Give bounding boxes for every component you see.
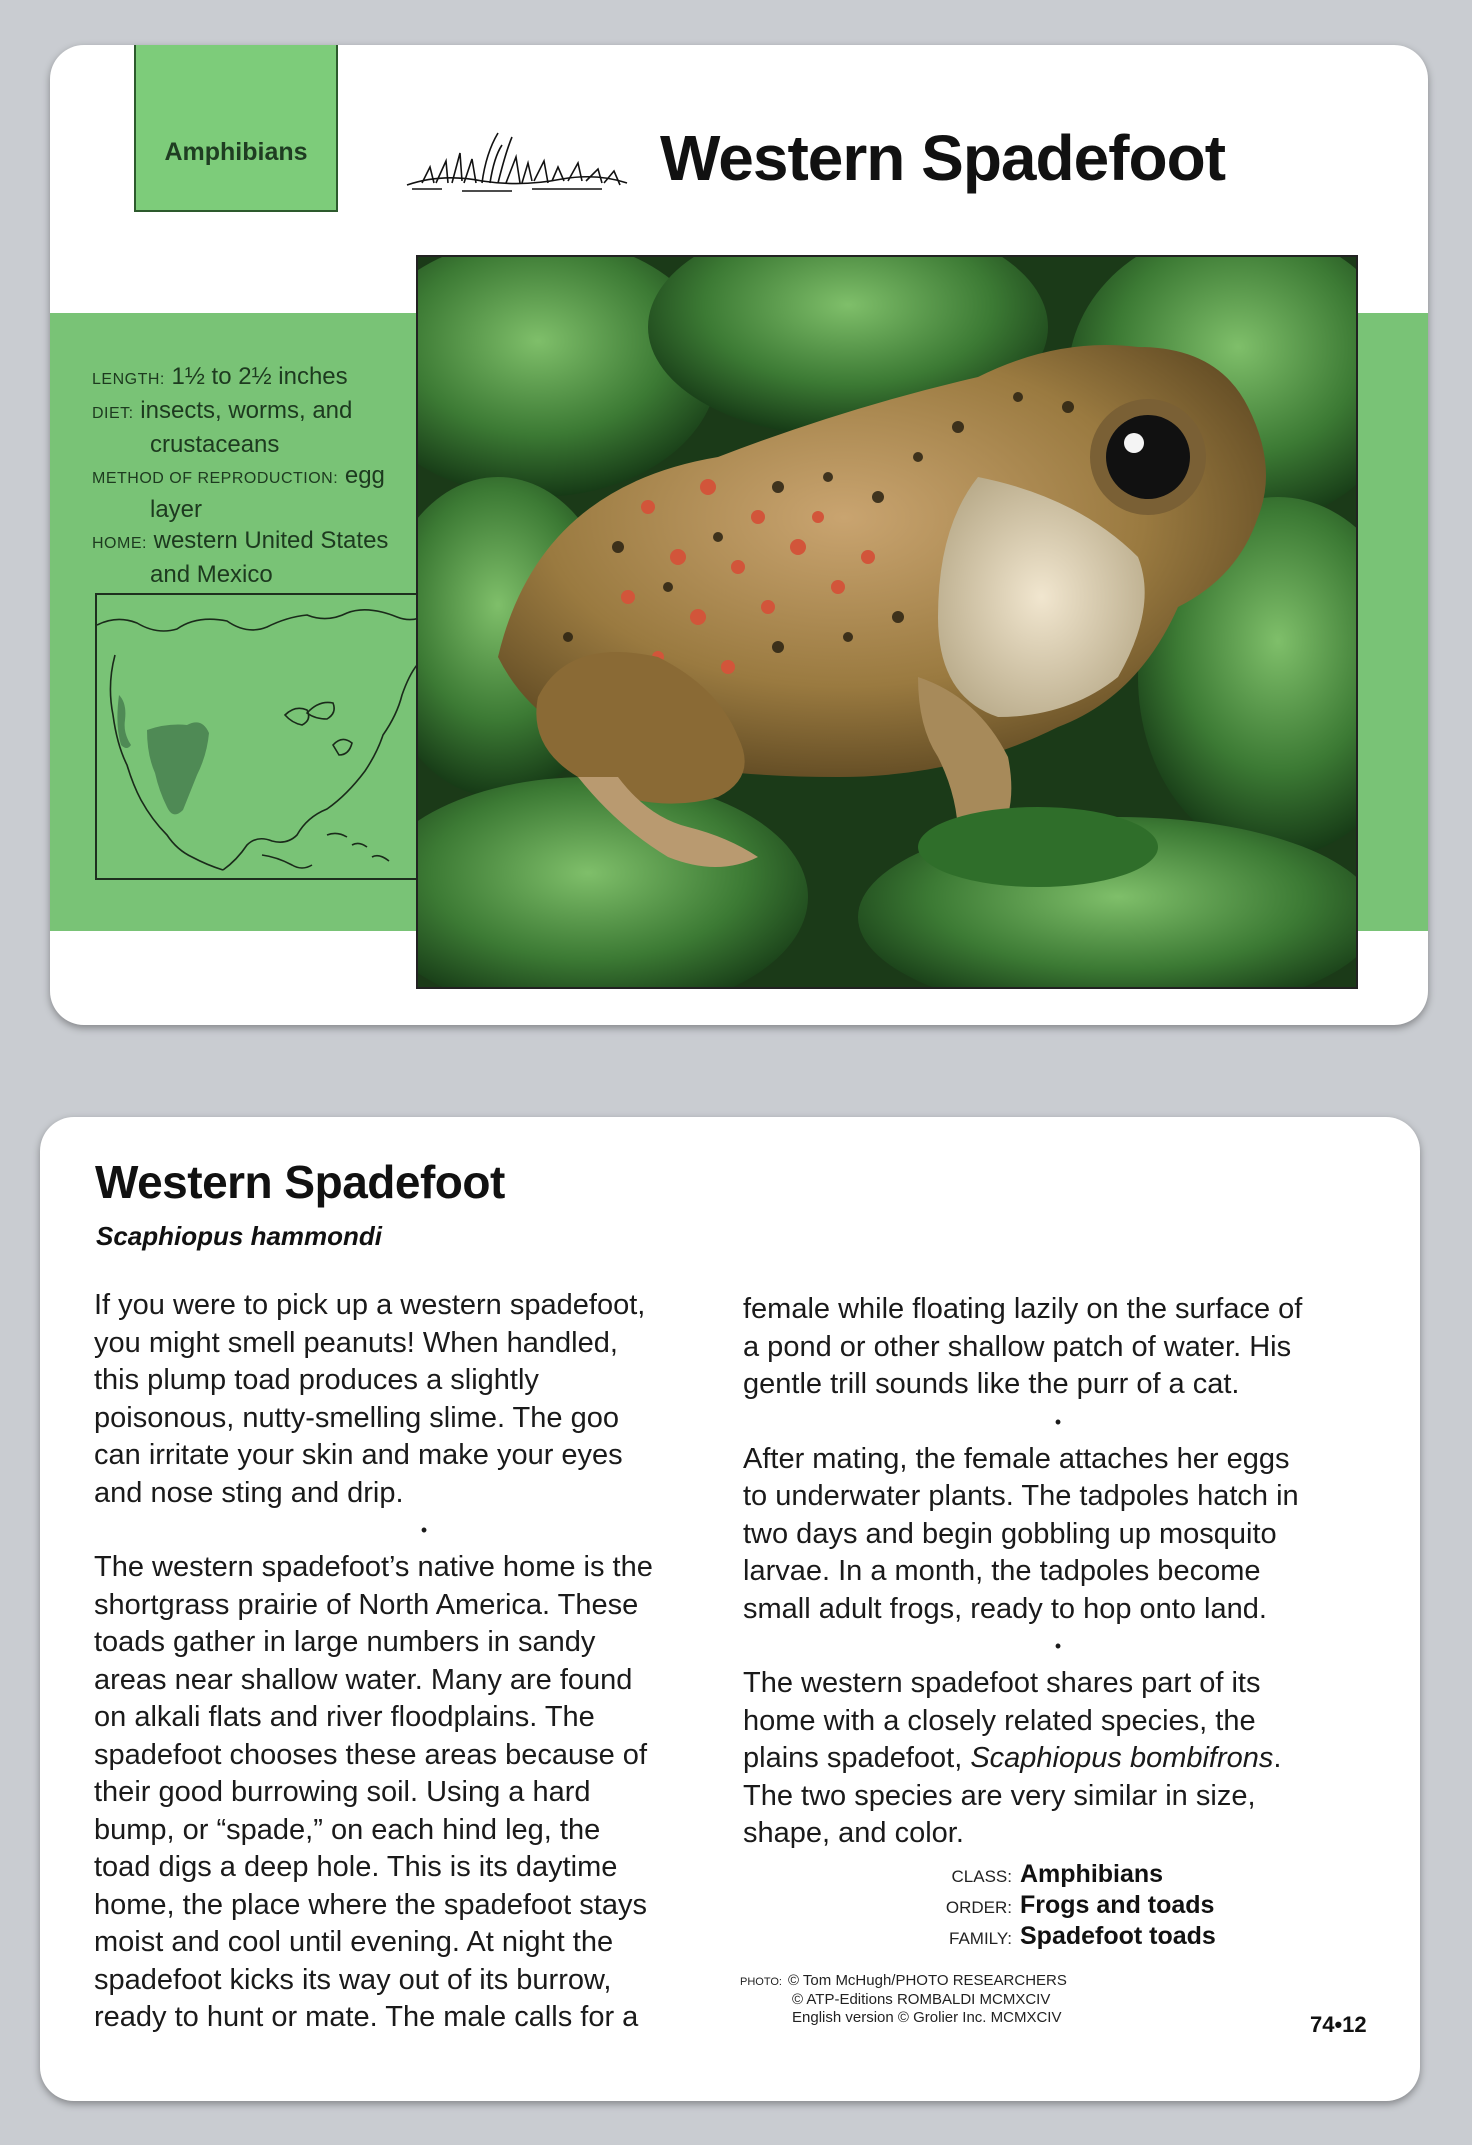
paragraph-1: If you were to pick up a western spadefoot, you might smell peanuts! When handled, this plump toad produces a slightly poisonous, nutty-smelling slime. The goo can irritate your skin and make your eyes and nose sting and drip. <box>94 1289 646 1509</box>
card-number: 74•12 <box>1310 2012 1367 2037</box>
fact-diet: DIET: insects, worms, and <box>92 397 353 424</box>
fact-reproduction-cont: layer <box>150 496 203 523</box>
bullet-separator: • <box>1054 1636 1062 1656</box>
paragraph-3: female while floating lazily on the surface of a pond or other shallow patch of water. His gentle trill sounds like the purr of a cat. <box>743 1293 1303 1400</box>
range-map-icon <box>97 595 427 878</box>
fact-home: HOME: western United States <box>92 527 389 554</box>
range-map <box>95 593 429 880</box>
category-label: Amphibians <box>164 138 308 166</box>
text-column-1 <box>94 1287 754 2037</box>
toad-photo <box>416 255 1358 989</box>
related-species-name: Scaphiopus bombifrons <box>970 1742 1274 1774</box>
taxonomy-order: ORDER: Frogs and toads <box>945 1891 1215 1919</box>
bullet-separator: • <box>420 1520 428 1540</box>
scientific-name: Scaphiopus hammondi <box>96 1221 383 1251</box>
back-title: Western Spadefoot <box>95 1156 505 1208</box>
western-spadefoot-photo-icon <box>418 257 1356 987</box>
taxonomy <box>940 1860 1216 1953</box>
fact-length: LENGTH: 1½ to 2½ inches <box>92 363 348 390</box>
grass-illustration <box>402 123 632 203</box>
card-back <box>40 1117 1420 2101</box>
photo-credits: PHOTO: © Tom McHugh/PHOTO RESEARCHERS © ATP-Editions ROMBALDI MCMXCIV English version © Grolier Inc. MCMXCIV <box>740 1972 1067 2026</box>
fact-home-cont: and Mexico <box>150 561 273 588</box>
taxonomy-class: CLASS: Amphibians <box>951 1860 1164 1888</box>
fact-reproduction: METHOD OF REPRODUCTION: egg <box>92 462 385 489</box>
front-title: Western Spadefoot <box>660 122 1225 194</box>
paragraph-5: The western spadefoot shares part of its home with a closely related species, the plains spadefoot, Scaphiopus bombifrons. The two species are very similar in size, shape, and color. <box>743 1667 1282 1849</box>
card-front <box>50 45 1428 1025</box>
category-box <box>134 45 338 212</box>
paragraph-4: After mating, the female attaches her eggs to underwater plants. The tadpoles hatch in two days and begin gobbling up mosquito larvae. In a month, the tadpoles become small adult frogs, ready to hop onto land. <box>743 1442 1299 1625</box>
text-column-2 <box>743 1291 1373 1853</box>
fact-diet-cont: crustaceans <box>150 431 280 458</box>
fact-list <box>92 361 422 590</box>
bullet-separator: • <box>1054 1411 1062 1432</box>
photo-label: PHOTO: <box>740 1976 782 1988</box>
paragraph-2: The western spadefoot’s native home is the shortgrass prairie of North America. These toads gather in large numbers in sandy areas near shallow water. Many are found on alkali flats and river floodplains. The spadefoot chooses these areas because of their good burrowing soil. Using a hard bump, or “spade,” on each hind leg, the toad digs a deep hole. This is its daytime home, the place where the spadefoot stays moist and cool until evening. At night the spadefoot kicks its way out of its burrow, ready to hunt or mate. The male calls for a <box>94 1551 653 2033</box>
taxonomy-family: FAMILY: Spadefoot toads <box>949 1922 1216 1950</box>
